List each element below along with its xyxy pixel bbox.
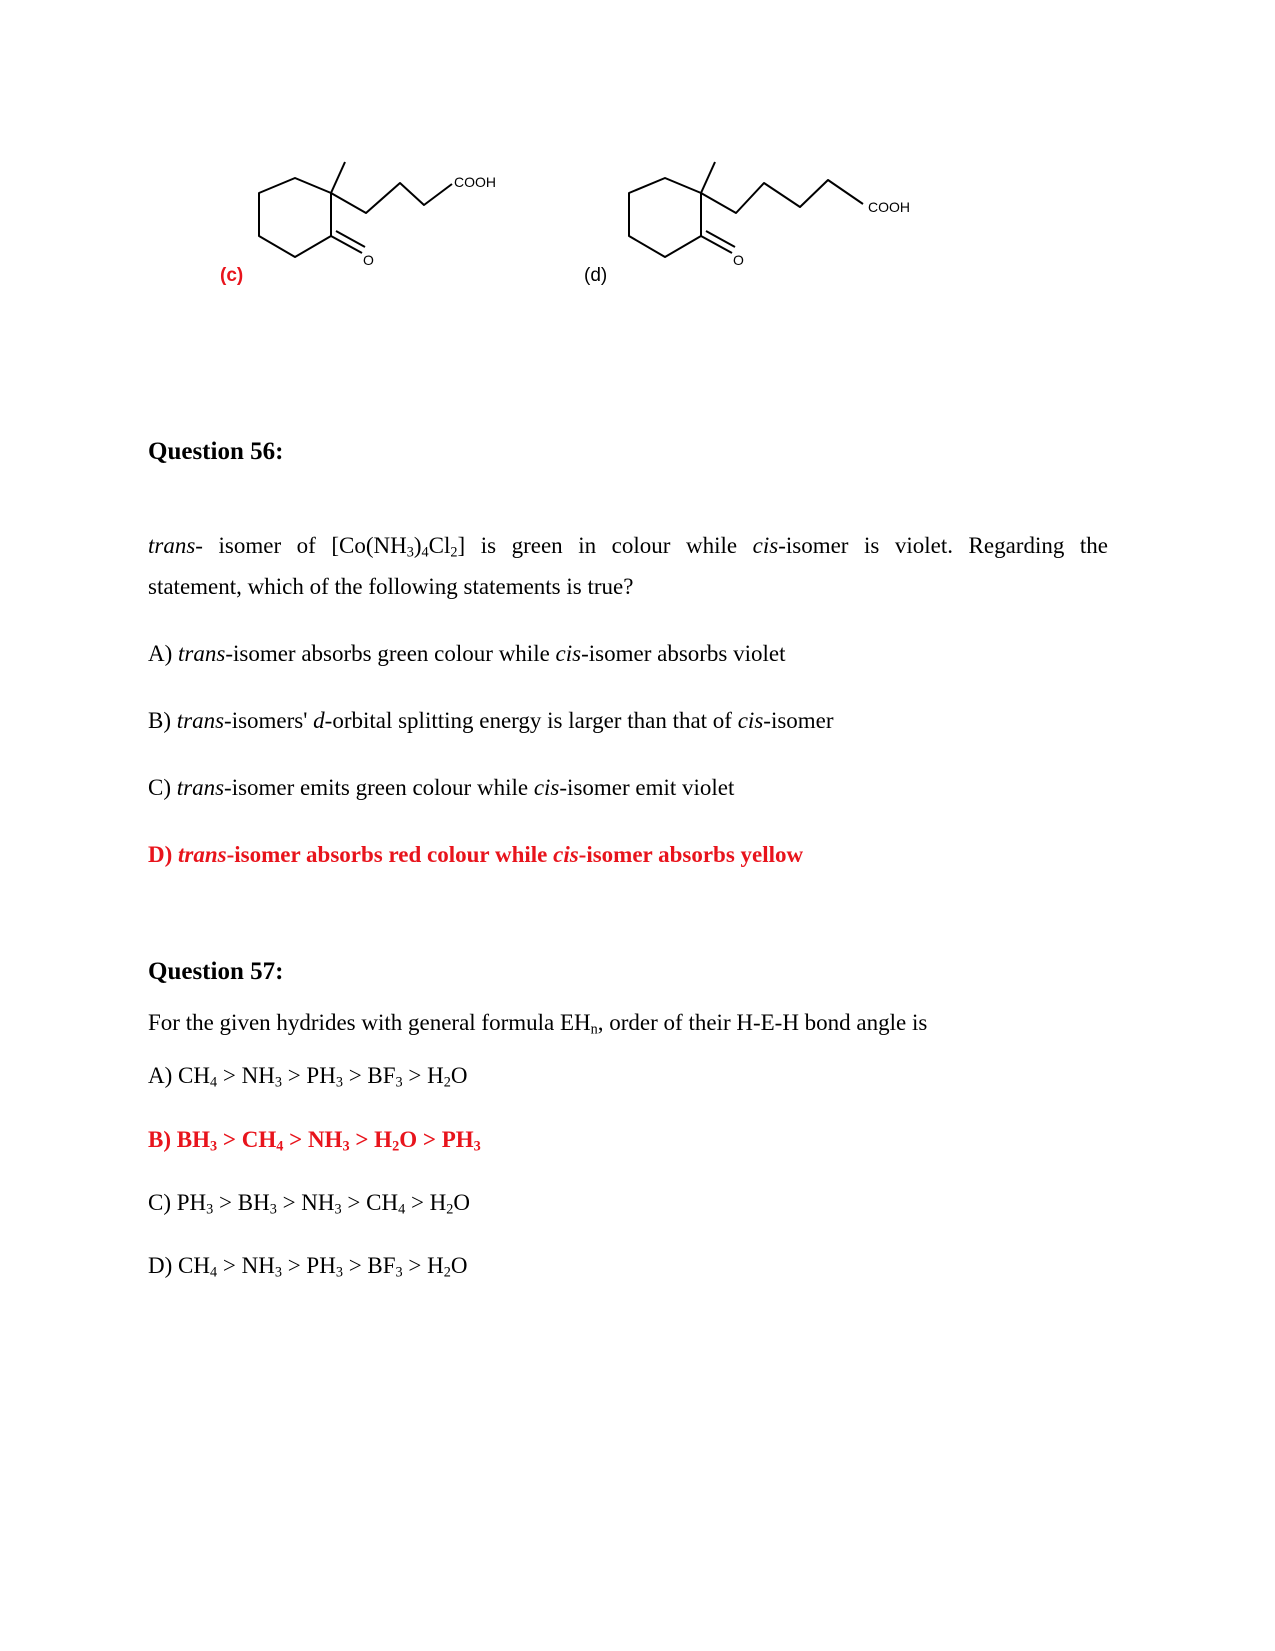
question-56-heading: Question 56:	[148, 438, 284, 465]
formula-text: O	[450, 1063, 468, 1088]
formula-subscript: 3	[269, 1201, 277, 1218]
formula-text: > CH	[217, 1127, 277, 1152]
formula-subscript: 2	[392, 1138, 400, 1155]
question-57-option-c	[148, 1190, 470, 1216]
formula-text: > PH	[281, 1253, 336, 1278]
formula-subscript: 4	[209, 1264, 218, 1281]
question-56-stem-line1: trans- isomer of $[Co(NH_3)_4Cl_2]$ is green in colour while cis-isomer is violet. Regarding the	[148, 533, 1109, 561]
formula-text: > BH	[213, 1190, 270, 1215]
question-57-option-a	[148, 1063, 468, 1089]
oxygen-label-d: O	[733, 252, 744, 268]
formula-text: > H	[402, 1063, 444, 1088]
question-56-stem-line2: statement, which of the following statements is true?	[148, 574, 634, 599]
formula-text: O > PH	[399, 1127, 474, 1152]
structure-label-c: (c)	[220, 265, 244, 286]
question-57-option-d	[148, 1253, 468, 1279]
carbonyl-bond-d1	[701, 236, 732, 253]
structure-d-drawing	[0, 0, 1275, 320]
formula-text: > CH	[341, 1190, 399, 1215]
carbon-chain-d	[701, 180, 863, 213]
formula-text: > PH	[281, 1063, 336, 1088]
formula-subscript: 3	[395, 1074, 403, 1091]
formula-subscript: 3	[395, 1264, 403, 1281]
formula-text: > BF	[342, 1063, 396, 1088]
question-56-option-c: C) trans-isomer emits green colour while cis-isomer emit violet	[148, 775, 735, 800]
formula-subscript: 3	[335, 1074, 343, 1091]
carbonyl-bond-d2	[706, 231, 735, 247]
formula-subscript: 3	[335, 1264, 343, 1281]
question-56-option-d-answer: D) trans-isomer absorbs red colour while cis-isomer absorbs yellow	[148, 842, 804, 867]
formula-text: > H	[405, 1190, 447, 1215]
formula-text: > H	[349, 1127, 393, 1152]
formula-subscript: 3	[206, 1201, 214, 1218]
question-56-option-a: A) trans-isomer absorbs green colour while cis-isomer absorbs violet	[148, 641, 786, 666]
formula-subscript: 4	[398, 1201, 406, 1218]
structure-label-d: (d)	[584, 265, 608, 286]
formula-subscript: 3	[274, 1074, 282, 1091]
formula-text: D) CH	[148, 1253, 210, 1278]
formula-text: B) BH	[148, 1127, 210, 1152]
formula-subscript: 4	[209, 1074, 218, 1091]
formula-text: > NH	[217, 1063, 275, 1088]
formula-subscript: 2	[443, 1264, 451, 1281]
formula-text: C) PH	[148, 1190, 207, 1215]
formula-text: > BF	[342, 1253, 396, 1278]
formula-text: > H	[402, 1253, 444, 1278]
formula-subscript: 3	[334, 1201, 342, 1218]
question-56-option-b: B) trans-isomers' d-orbital splitting energy is larger than that of cis-isomer	[148, 708, 834, 733]
question-57-option-b-answer	[148, 1127, 481, 1153]
formula-subscript: 3	[274, 1264, 282, 1281]
cooh-label-c: COOH	[454, 174, 496, 190]
formula-text: > NH	[283, 1127, 343, 1152]
formula-text: > NH	[276, 1190, 335, 1215]
cyclohexane-ring-d	[629, 178, 701, 257]
question-57-stem: For the given hydrides with general formula $EH_n$, order of their H-E-H bond angle is	[148, 1010, 928, 1038]
question-57-heading: Question 57:	[148, 958, 284, 985]
formula-subscript: 2	[446, 1201, 454, 1218]
cooh-label-d: COOH	[868, 199, 910, 215]
formula-text: O	[453, 1190, 471, 1215]
oxygen-label-c: O	[363, 252, 374, 268]
formula-text: > NH	[217, 1253, 275, 1278]
formula-text: A) CH	[148, 1063, 210, 1088]
formula-text: O	[450, 1253, 468, 1278]
formula-subscript: 2	[443, 1074, 451, 1091]
formula-subscript: 4	[276, 1138, 284, 1155]
formula-subscript: 3	[342, 1138, 350, 1155]
formula-subscript: 3	[473, 1138, 481, 1155]
formula-subscript: 3	[209, 1138, 218, 1155]
methyl-bond-d	[701, 162, 715, 193]
